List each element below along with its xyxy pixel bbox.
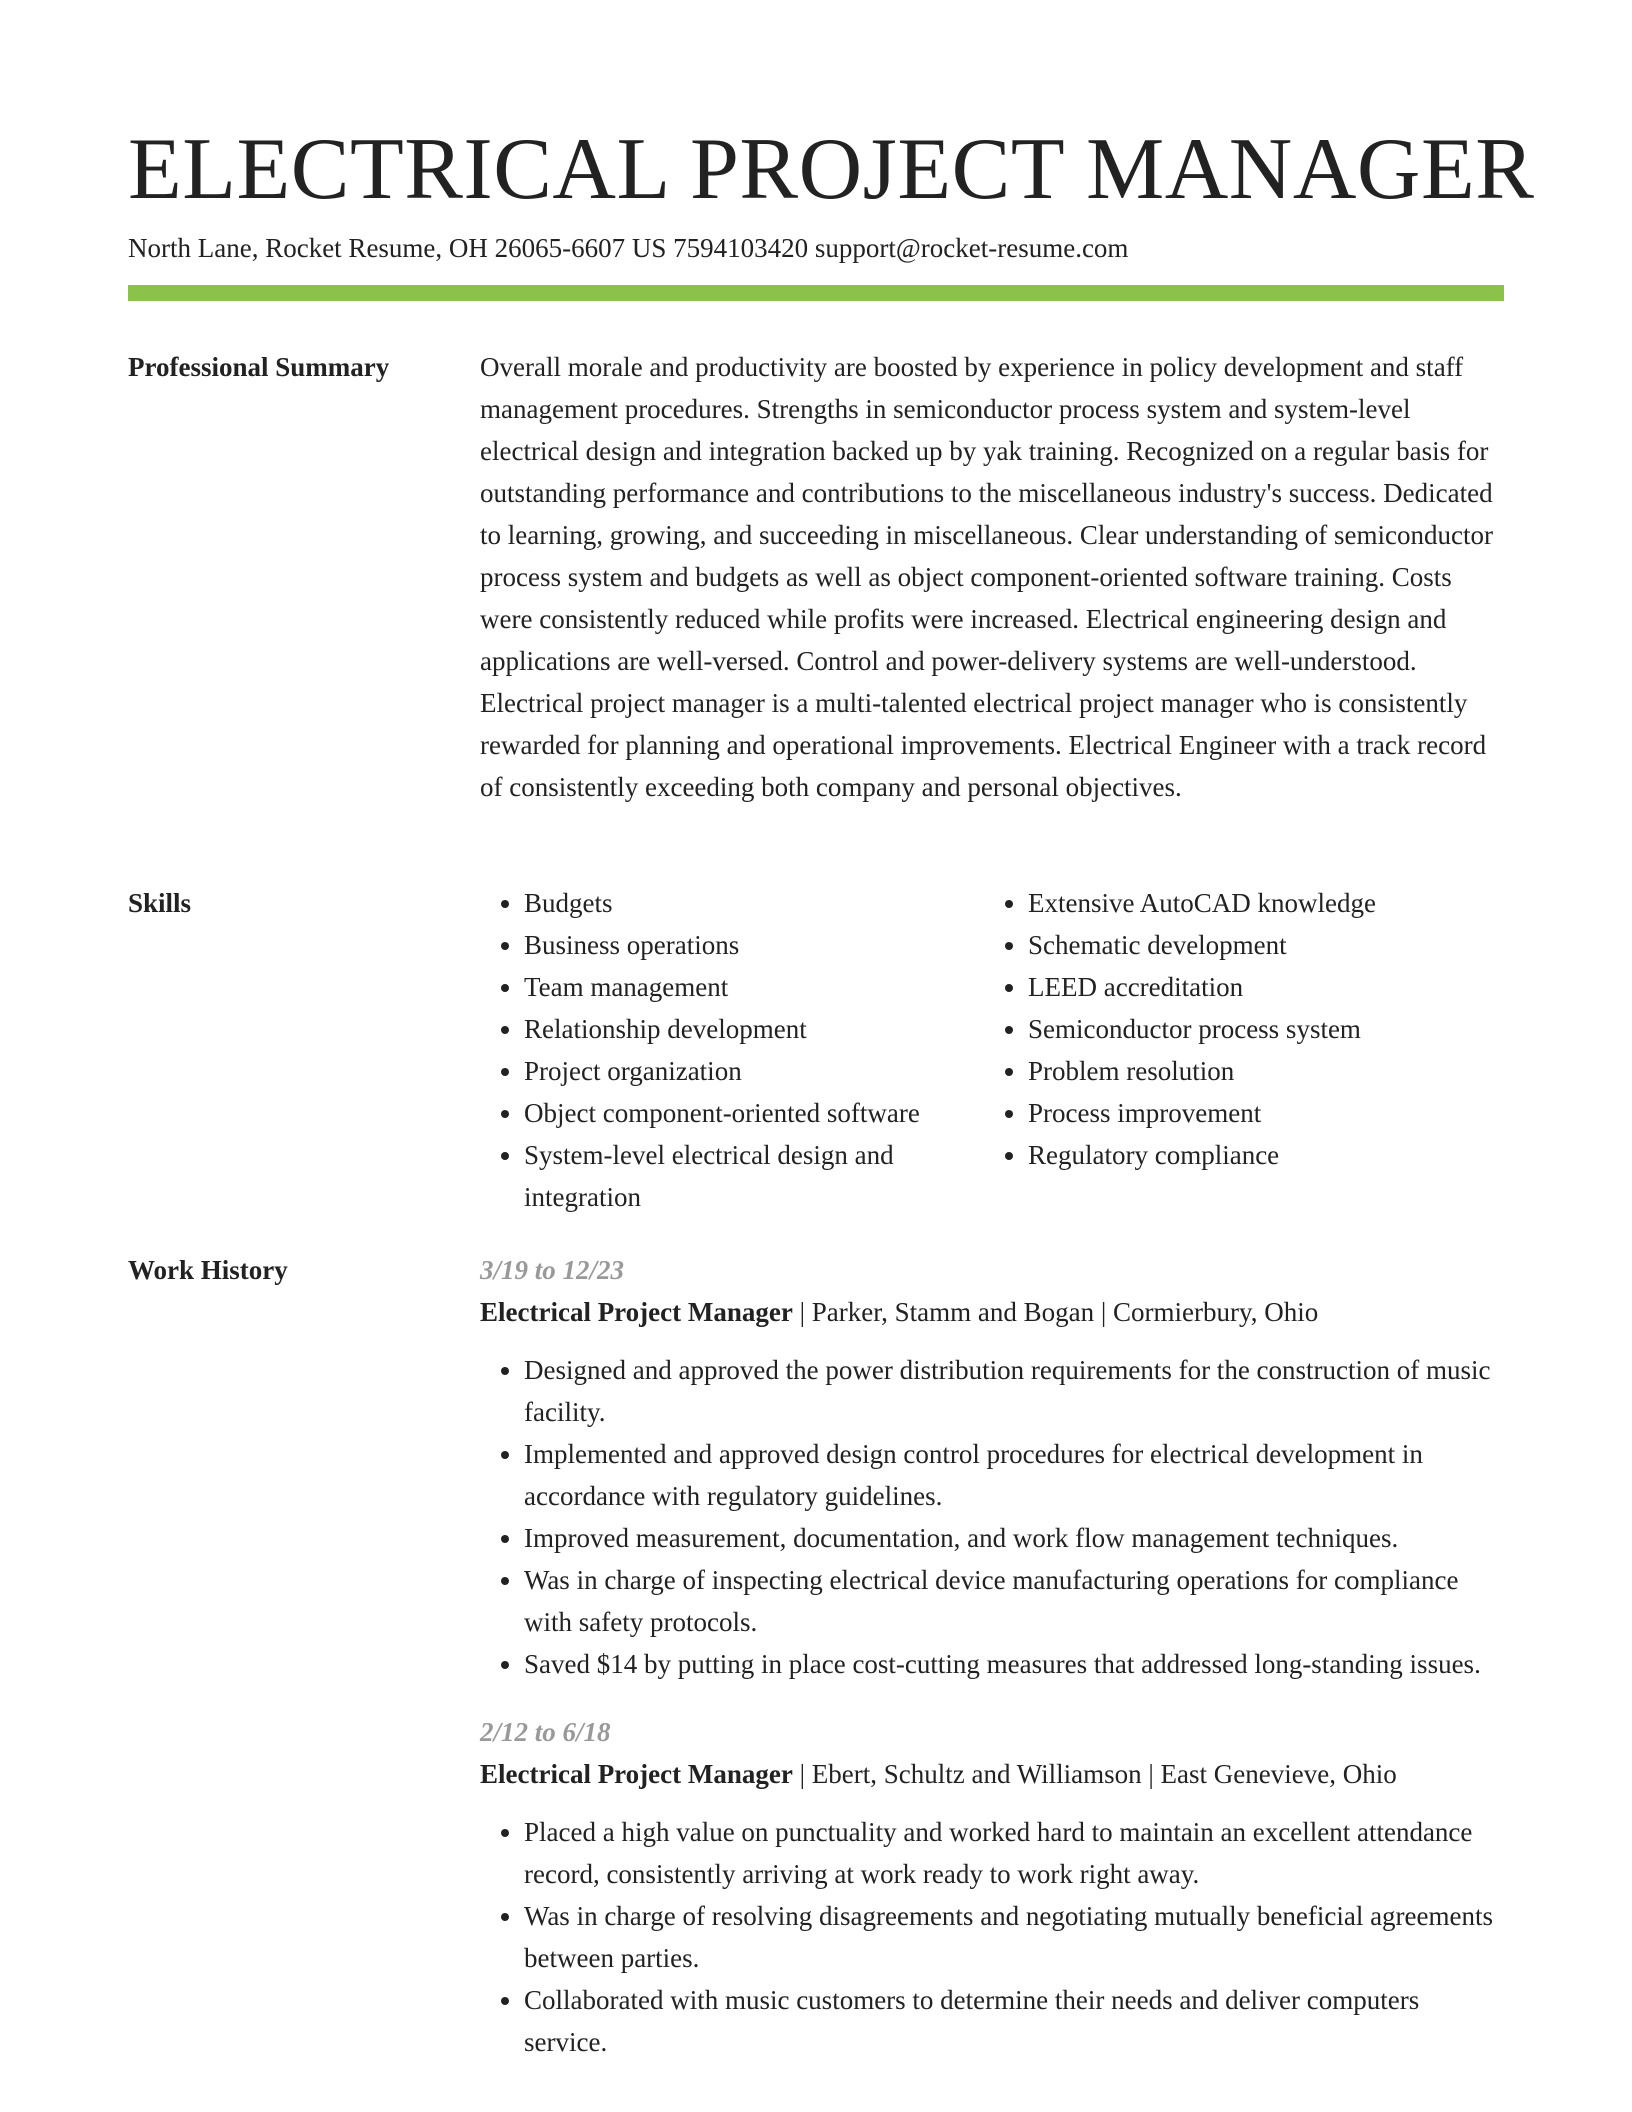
job-bullet-list: [480, 1811, 1504, 2063]
skills-list-left: [480, 882, 984, 1218]
section-title-skills: Skills: [128, 888, 192, 918]
job-dates: 2/12 to 6/18: [480, 1717, 611, 1747]
job-bullet-list: [480, 1349, 1504, 1685]
job-title: Electrical Project Manager: [480, 1297, 793, 1327]
skill-item: • Semiconductor process system: [1028, 1008, 1488, 1050]
job-bullet: • Collaborated with music customers to determine their needs and deliver computers service.: [524, 1979, 1504, 2063]
job-header: [480, 1753, 1504, 1795]
skill-item: • Team management: [524, 966, 984, 1008]
skills-columns: [480, 882, 1504, 1218]
section-title-work: Work History: [128, 1255, 288, 1285]
job-entry: [480, 1249, 1504, 1685]
work-body: [480, 1249, 1504, 2089]
resume-name: ELECTRICAL PROJECT MANAGER: [128, 121, 1535, 218]
skill-item: • Process improvement: [1028, 1092, 1488, 1134]
skill-item: • Extensive AutoCAD knowledge: [1028, 882, 1488, 924]
skill-item: • Problem resolution: [1028, 1050, 1488, 1092]
job-dates: 3/19 to 12/23: [480, 1255, 625, 1285]
job-company-location: | Ebert, Schultz and Williamson | East Genevieve, Ohio: [792, 1759, 1397, 1789]
job-bullet: • Improved measurement, documentation, and work flow management techniques.: [524, 1517, 1504, 1559]
skill-item: • System-level electrical design and integration: [524, 1134, 984, 1218]
contact-line: North Lane, Rocket Resume, OH 26065-6607 US 7594103420 support@rocket-resume.com: [128, 233, 1129, 263]
skill-item: • Relationship development: [524, 1008, 984, 1050]
section-title-summary: Professional Summary: [128, 352, 390, 382]
job-bullet: • Was in charge of inspecting electrical device manufacturing operations for compliance with safety protocols.: [524, 1559, 1504, 1643]
skill-item: • LEED accreditation: [1028, 966, 1488, 1008]
skill-item: • Business operations: [524, 924, 984, 966]
job-title: Electrical Project Manager: [480, 1759, 793, 1789]
job-bullet: • Implemented and approved design control procedures for electrical development in accordance with regulatory guidelines.: [524, 1433, 1504, 1517]
skills-body: [480, 882, 1504, 1218]
skill-item: • Regulatory compliance: [1028, 1134, 1488, 1176]
job-bullet: • Designed and approved the power distribution requirements for the construction of music facility.: [524, 1349, 1504, 1433]
skill-item: • Schematic development: [1028, 924, 1488, 966]
summary-text: Overall morale and productivity are boosted by experience in policy development and staff management procedures. Strengths in semiconductor process system and system-level electrical design and integration backed up by yak training. Recognized on a regular basis for outstanding performance and contributions to the miscellaneous industry's success. Dedicated to learning, growing, and succeeding in miscellaneous. Clear understanding of semiconductor process system and budgets as well as object component-oriented software training. Costs were consistently reduced while profits were increased. Electrical engineering design and applications are well-versed. Control and power-delivery systems are well-understood. Electrical project manager is a multi-talented electrical project manager who is consistently rewarded for planning and operational improvements. Electrical Engineer with a track record of consistently exceeding both company and personal objectives.: [480, 352, 1493, 802]
skills-list-right: [984, 882, 1488, 1218]
skill-item: • Project organization: [524, 1050, 984, 1092]
job-bullet: • Placed a high value on punctuality and worked hard to maintain an excellent attendance record, consistently arriving at work ready to work right away.: [524, 1811, 1504, 1895]
job-bullet: • Saved $14 by putting in place cost-cutting measures that addressed long-standing issues.: [524, 1643, 1504, 1685]
summary-body: [480, 346, 1504, 808]
job-entry: [480, 1711, 1504, 2063]
job-bullet: • Was in charge of resolving disagreements and negotiating mutually beneficial agreements between parties.: [524, 1895, 1504, 1979]
job-company-location: | Parker, Stamm and Bogan | Cormierbury, Ohio: [792, 1297, 1319, 1327]
job-header: [480, 1291, 1504, 1333]
header-divider: [128, 285, 1504, 301]
skill-item: • Object component-oriented software: [524, 1092, 984, 1134]
skill-item: • Budgets: [524, 882, 984, 924]
